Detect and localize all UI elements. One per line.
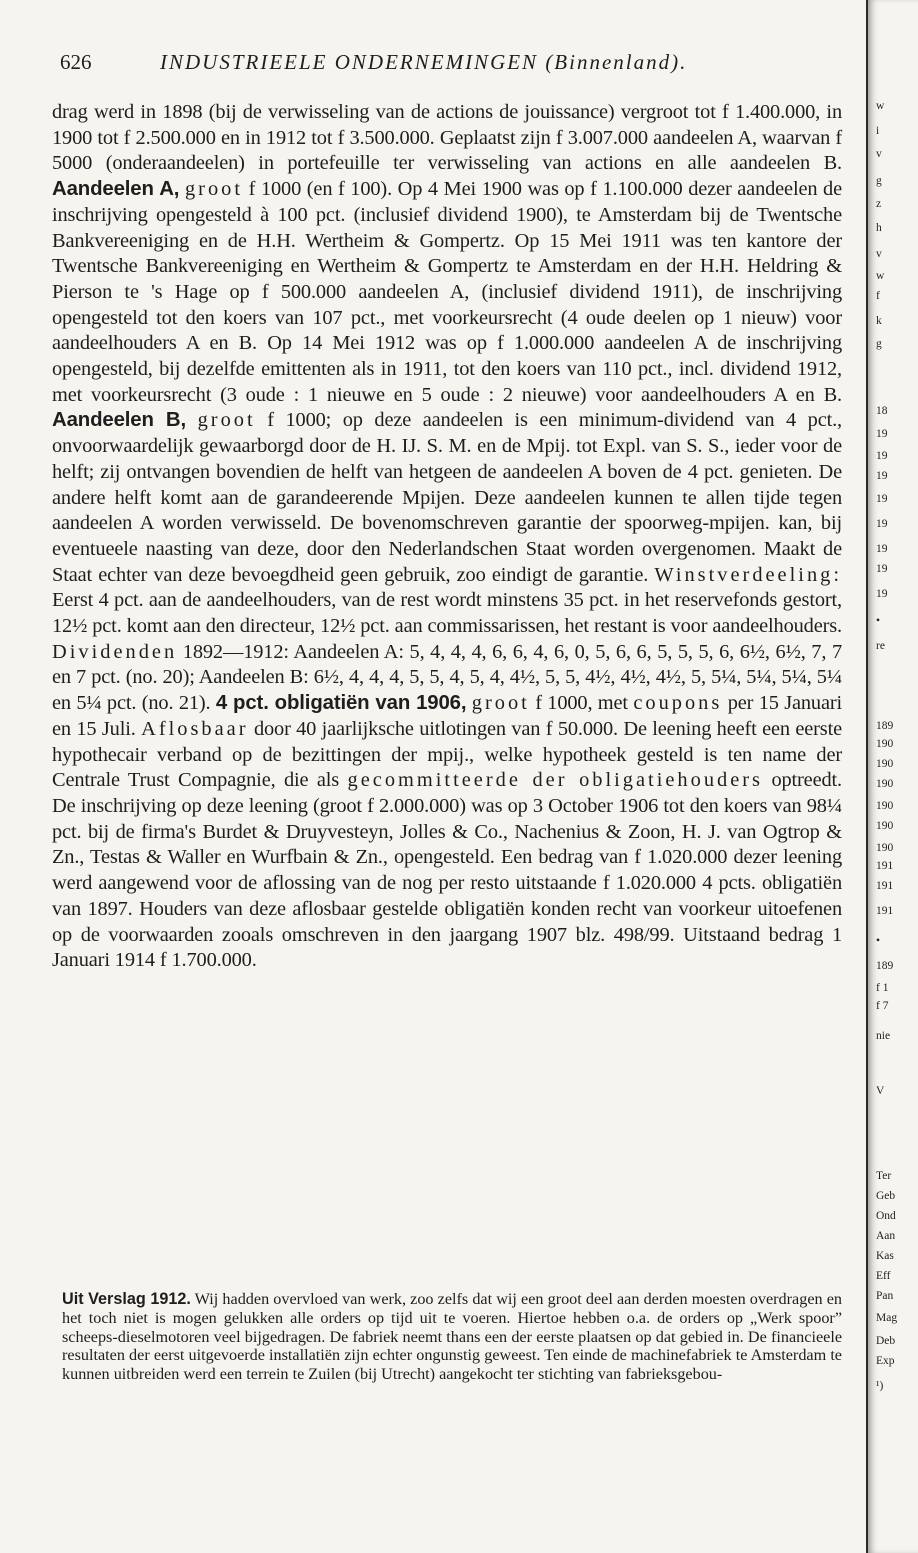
page-header: [60, 50, 840, 84]
text-segment: optreedt. De inschrijving op deze leening (groot f 2.000.000) was op 3 October 1906 tot den koers van 98¼ pct. bij de firma's Burdet & Druyvesteyn, Jolles & Co., Nachenius & Zoon, H. J. van Ogtrop & Zn., Testas & Waller en Wurfbain & Zn., opengesteld. Een bedrag van f 1.020.000 dezer leening werd aangewend voor de aflossing van de nog per resto uitstaande f 1.020.000 4 pcts. obligatiën van 1897. Houders van deze aflosbaar gestelde obligatiën konden recht van voorkeur uitoefenen op de voorwaarden zooals omschreven in den jaargang 1907 blz. 498/99. Uitstaand bedrag 1 Januari 1914 f 1.700.000.: [52, 769, 842, 972]
margin-fragment: 19: [876, 428, 888, 440]
margin-fragment: 190: [876, 758, 894, 770]
margin-fragment: 190: [876, 842, 894, 854]
margin-fragment: k: [876, 315, 882, 327]
adjacent-page-margin: [866, 0, 918, 1553]
margin-fragment: Ond: [876, 1210, 896, 1222]
margin-fragment: •: [876, 615, 881, 627]
margin-fragment: 190: [876, 738, 894, 750]
text-segment: f 1000; op deze aandeelen is een minimum-dividend van 4 pct., onvoorwaardelijk gewaarborgd door de H. IJ. S. M. en de Mpij. tot Expl. van S. S., ieder voor de helft; zij ontvangen bovendien de helft van hetgeen de aandeelen A boven de 4 pct. genieten. De andere helft komt aan de garandeerende Mpijen. Deze aandeelen kunnen te allen tijde tegen aandeelen A worden verwisseld. De bovenomschreven garantie der spoorweg-mpijen. kan, bij eventueele naasting van deze, door den Nederlandschen Staat worden overgenomen. Maakt de Staat echter van deze bevoegdheid geen gebruik, zoo eindigt de garantie.: [52, 409, 843, 586]
margin-fragment: 19: [876, 588, 888, 600]
running-title: INDUSTRIEELE ONDERNEMINGEN (Binnenland).: [160, 50, 688, 74]
margin-fragment: w: [876, 100, 885, 112]
margin-fragment: g: [876, 175, 882, 187]
margin-fragment: 191: [876, 880, 894, 892]
margin-fragment: Kas: [876, 1250, 894, 1262]
margin-fragment: 19: [876, 450, 888, 462]
text-segment: per 15 Januari en 15 Juli.: [52, 692, 843, 740]
aandeelen-b-heading: Aandeelen B,: [52, 409, 187, 432]
margin-fragment: 19: [876, 543, 888, 555]
report-excerpt: [62, 1290, 842, 1384]
spaced-word: coupons: [633, 692, 723, 715]
margin-fragment: V: [876, 1085, 885, 1097]
margin-fragment: Aan: [876, 1230, 896, 1242]
report-paragraph: [62, 1290, 842, 1384]
margin-fragment: nie: [876, 1030, 891, 1042]
obligatien-heading: 4 pct. obligatiën van 1906,: [215, 692, 467, 715]
aandeelen-a-heading: Aandeelen A,: [52, 178, 180, 201]
text-segment: f 1000, met: [535, 692, 628, 715]
report-label: Uit Verslag 1912.: [62, 1290, 191, 1308]
margin-fragment: 189: [876, 960, 894, 972]
margin-fragment: w: [876, 270, 885, 282]
margin-fragment: 190: [876, 820, 894, 832]
spaced-word: groot: [184, 178, 244, 201]
margin-fragment: ¹): [876, 1380, 884, 1392]
margin-fragment: h: [876, 222, 882, 234]
margin-fragment: Pan: [876, 1290, 894, 1302]
winstverdeeling-heading: Winstverdeeling:: [654, 563, 842, 586]
margin-fragment: Mag: [876, 1312, 898, 1324]
margin-fragment: 191: [876, 905, 894, 917]
aflosbaar-heading: Aflosbaar: [141, 717, 249, 740]
margin-fragment: f: [876, 290, 880, 302]
margin-fragment: v: [876, 148, 882, 160]
text-segment: Eerst 4 pct. aan de aandeelhouders, van de rest wordt minstens 35 pct. in het reservefonds gestort, 12½ pct. komt aan den directeur, 12½ pct. aan commissarissen, het restant is voor aandeelhouders.: [52, 589, 842, 638]
text-segment: f 1000 (en f 100). Op 4 Mei 1900 was op f 1.100.000 dezer aandeelen de inschrijving opengesteld à 100 pct. (inclusief dividend 1900), te Amsterdam bij de Twentsche Bankvereeniging en de H.H. Wertheim & Gompertz. Op 15 Mei 1911 was ten kantore der Twentsche Bankvereeniging en Wertheim & Gompertz te Amsterdam en der H.H. Heldring & Pierson te 's Hage op f 500.000 aandeelen A, (inclusief dividend 1911), de inschrijving opengesteld tot den koers van 107 pct., met voorkeursrecht (4 oude deelen op 1 nieuw) voor aandeelhouders A en B. Op 14 Mei 1912 was op f 1.000.000 aandeelen A de inschrijving opengesteld, bij dezelfde emittenten als in 1911, tot den koers van 110 pct., incl. dividend 1912, met voorkeursrecht (3 oude : 1 nieuwe en 5 oude : 2 nieuwe) voor aandeelhouders A en B.: [52, 178, 843, 406]
margin-fragment: v: [876, 248, 882, 260]
spaced-word: groot: [197, 409, 256, 432]
main-text: [52, 100, 842, 974]
margin-fragment: z: [876, 198, 882, 210]
margin-fragment: 19: [876, 493, 888, 505]
spaced-word: groot: [471, 692, 530, 715]
margin-fragment: 190: [876, 778, 894, 790]
text-segment: drag werd in 1898 (bij de verwisseling van de actions de jouissance) vergroot tot f 1.400.000, in 1900 tot f 2.500.000 en in 1912 tot f 3.500.000. Geplaatst zijn f 3.007.000 aandeelen A, waarvan f 5000 (onderaandeelen) in portefeuille ter verwisseling van actions en alle aandeelen B.: [52, 101, 842, 175]
margin-fragment: 19: [876, 518, 888, 530]
margin-fragment: i: [876, 125, 880, 137]
margin-fragment: 19: [876, 470, 888, 482]
margin-fragment: Exp: [876, 1355, 895, 1367]
margin-fragment: •: [876, 935, 881, 947]
text-segment: door 40 jaarlijksche uitlotingen van f 50.000. De leening heeft een eerste hypothecair verband op de bezittingen der mpij., welke hypotheek gesteld is ten name der Centrale Trust Compagnie, die als: [52, 717, 842, 792]
margin-fragment: f 1: [876, 982, 889, 994]
report-text: Wij hadden overvloed van werk, zoo zelfs dat wij een groot deel aan derden moesten overdragen en het toch niet is mogen gelukken alle orders op tijd uit te voeren. Hiertoe hebben o.a. de orders op „Werk spoor” scheeps-dieselmotoren veel bijgedragen. De fabriek neemt thans een der eerste plaatsen op dat gebied in. De financieele resultaten der eerst uitgevoerde installatiën zijn echter ongunstig geweest. Ten einde de machinefabriek te Amsterdam te kunnen uitbreiden werd een terrein te Zuilen (bij Utrecht) aangekocht ter stichting van fabrieksgebou-: [62, 1290, 842, 1384]
spaced-phrase: gecommitteerde der obligatiehouders: [347, 769, 763, 792]
text-segment: 1892—1912: Aandeelen A: 5, 4, 4, 4, 6, 6, 4, 6, 0, 5, 6, 6, 5, 5, 5, 6, 6½, 6½, 7, 7 en 7 pct. (no. 20); Aandeelen B: 6½, 4, 4, 4, 5, 5, 4, 5, 4, 4½, 5, 5, 4½, 4½, 4½, 5, 5¼, 5¼, 5¼, 5¼ en 5¼ pct. (no. 21).: [52, 640, 842, 715]
margin-fragment: 191: [876, 860, 894, 872]
margin-fragment: g: [876, 338, 882, 350]
margin-fragment: 189: [876, 720, 894, 732]
margin-fragment: Deb: [876, 1335, 896, 1347]
margin-fragment: 19: [876, 563, 888, 575]
margin-fragment: 18: [876, 405, 888, 417]
body-paragraph: [52, 100, 842, 974]
margin-fragment: f 7: [876, 1000, 889, 1012]
margin-fragment: Ter: [876, 1170, 892, 1182]
margin-fragment: 190: [876, 800, 894, 812]
page-number: 626: [60, 50, 92, 74]
margin-fragment: re: [876, 640, 885, 652]
margin-fragment: Eff: [876, 1270, 891, 1282]
margin-fragment: Geb: [876, 1190, 896, 1202]
dividenden-heading: Dividenden: [52, 640, 178, 663]
